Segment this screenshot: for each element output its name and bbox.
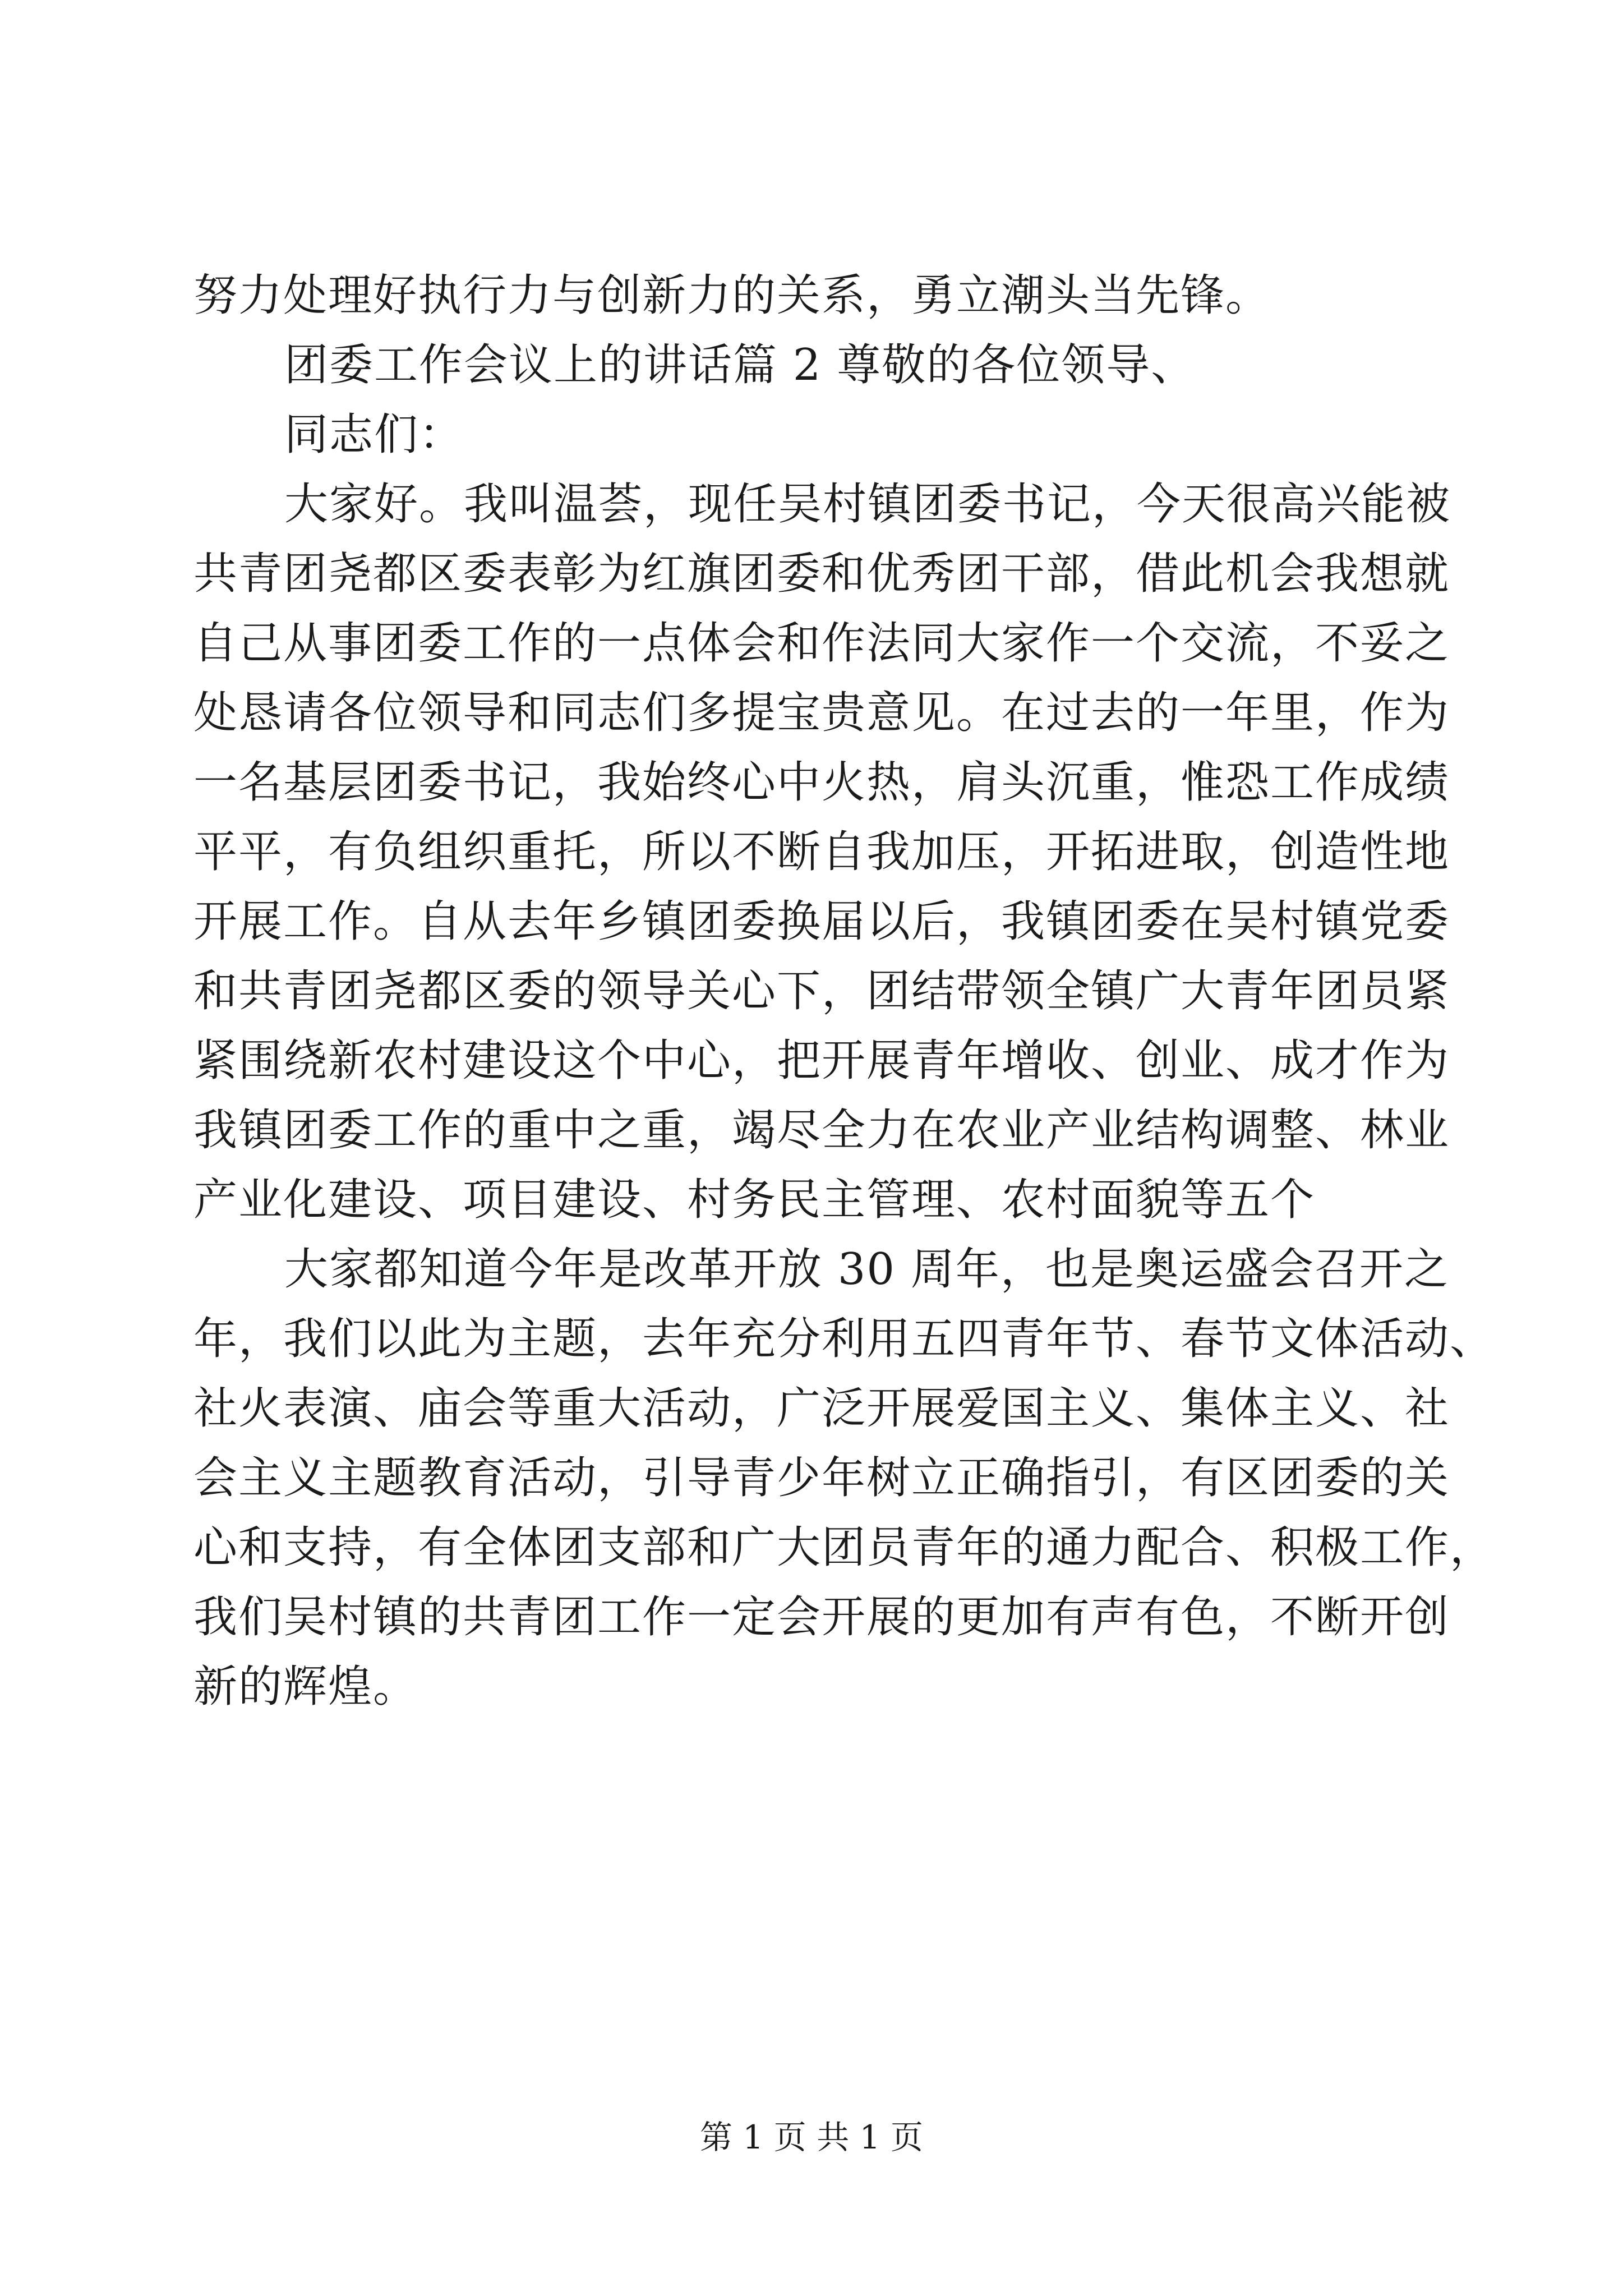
paragraph-line: 和共青团尧都区委的领导关心下，团结带领全镇广大青年团员紧	[193, 966, 1450, 1016]
paragraph-line: 我镇团委工作的重中之重，竭尽全力在农业产业结构调整、林业	[193, 1105, 1450, 1156]
paragraph-line: 心和支持，有全体团支部和广大团员青年的通力配合、积极工作，	[193, 1522, 1495, 1573]
paragraph-line: 团委工作会议上的讲话篇 2 尊敬的各位领导、	[284, 340, 1196, 390]
paragraph-line: 我们吴村镇的共青团工作一定会开展的更加有声有色，不断开创	[193, 1592, 1450, 1642]
paragraph-line: 一名基层团委书记，我始终心中火热，肩头沉重，惟恐工作成绩	[193, 757, 1450, 808]
page-number-footer: 第 1 页 共 1 页	[700, 2118, 923, 2156]
paragraph-line: 大家都知道今年是改革开放 30 周年，也是奥运盛会召开之	[284, 1244, 1449, 1295]
paragraph-line: 处恳请各位领导和同志们多提宝贵意见。在过去的一年里，作为	[193, 688, 1450, 738]
paragraph-line: 会主义主题教育活动，引导青少年树立正确指引，有区团委的关	[193, 1453, 1450, 1503]
paragraph-line: 平平，有负组织重托，所以不断自我加压，开拓进取，创造性地	[193, 827, 1450, 877]
document-body	[193, 261, 1495, 1722]
paragraph-line: 新的辉煌。	[193, 1662, 418, 1712]
paragraph-line: 产业化建设、项目建设、村务民主管理、农村面貌等五个	[193, 1175, 1316, 1225]
paragraph-line: 社火表演、庙会等重大活动，广泛开展爱国主义、集体主义、社	[193, 1383, 1450, 1434]
paragraph-line: 年，我们以此为主题，去年充分利用五四青年节、春节文体活动、	[193, 1314, 1495, 1364]
paragraph-line: 共青团尧都区委表彰为红旗团委和优秀团干部，借此机会我想就	[193, 549, 1450, 599]
paragraph-line: 紧围绕新农村建设这个中心，把开展青年增收、创业、成才作为	[193, 1036, 1450, 1086]
paragraph-line: 努力处理好执行力与创新力的关系，勇立潮头当先锋。	[193, 270, 1271, 321]
paragraph-line: 大家好。我叫温荟，现任吴村镇团委书记，今天很高兴能被	[284, 479, 1451, 530]
paragraph-line: 开展工作。自从去年乡镇团委换届以后，我镇团委在吴村镇党委	[193, 896, 1450, 947]
paragraph-line: 同志们：	[284, 409, 464, 460]
paragraph-line: 自己从事团委工作的一点体会和作法同大家作一个交流，不妥之	[193, 618, 1450, 669]
